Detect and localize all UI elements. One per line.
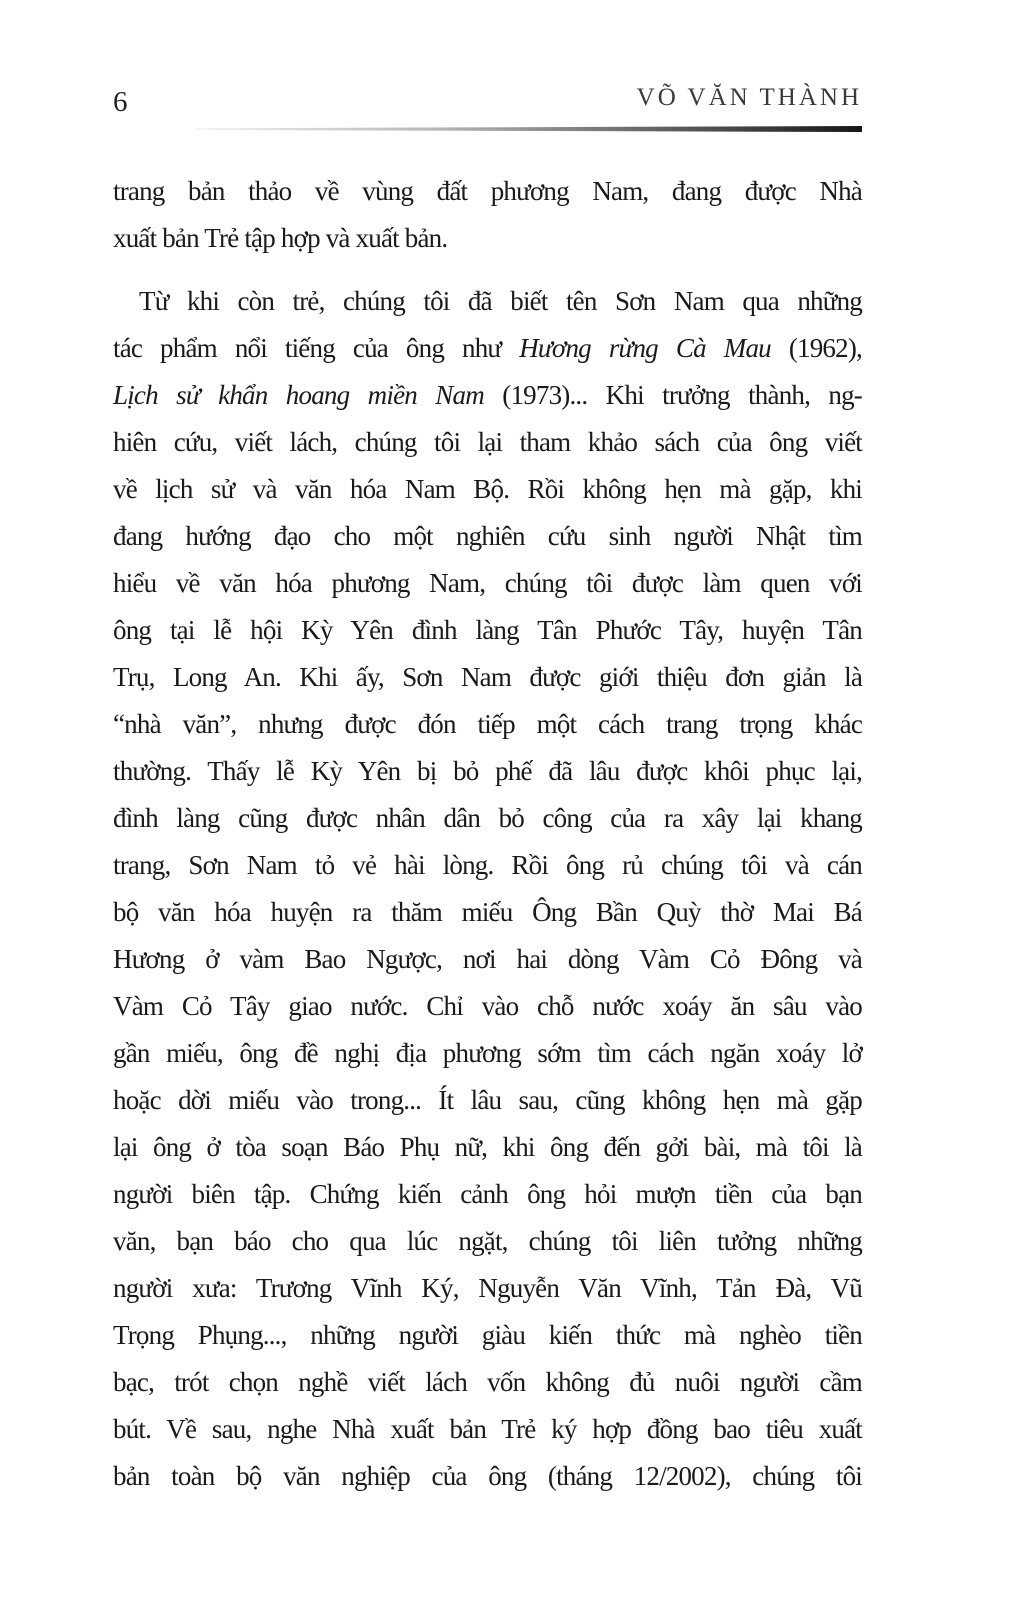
text-segment: bạc, trót chọn nghề viết lách vốn không đủ nuôi người cầm: [113, 1367, 862, 1397]
text-line: [113, 278, 862, 325]
text-line: [113, 372, 862, 419]
text-segment: Trọng Phụng..., những người giàu kiến thức mà nghèo tiền: [113, 1320, 862, 1350]
body-text: [113, 168, 862, 1516]
text-segment: tác phẩm nổi tiếng của ông như: [113, 333, 520, 363]
text-line: [113, 936, 862, 983]
text-segment: thường. Thấy lễ Kỳ Yên bị bỏ phế đã lâu được khôi phục lại,: [113, 756, 862, 786]
text-segment: gần miếu, ông đề nghị địa phương sớm tìm cách ngăn xoáy lở: [113, 1038, 862, 1068]
text-line: [113, 889, 862, 936]
text-segment: ông tại lễ hội Kỳ Yên đình làng Tân Phước Tây, huyện Tân: [113, 615, 862, 645]
paragraph: [113, 278, 862, 1500]
text-segment: lại ông ở tòa soạn Báo Phụ nữ, khi ông đến gởi bài, mà tôi là: [113, 1132, 862, 1162]
text-line: [113, 1218, 862, 1265]
text-line: [113, 983, 862, 1030]
text-segment: Vàm Cỏ Tây giao nước. Chỉ vào chỗ nước xoáy ăn sâu vào: [113, 991, 862, 1021]
text-line: [113, 654, 862, 701]
text-line: [113, 1171, 862, 1218]
text-line: [113, 701, 862, 748]
text-segment: bản toàn bộ văn nghiệp của ông (tháng 12/2002), chúng tôi: [113, 1461, 862, 1491]
text-segment: “nhà văn”, nhưng được đón tiếp một cách trang trọng khác: [113, 709, 862, 739]
text-line: [113, 419, 862, 466]
text-segment: (1962),: [770, 333, 862, 363]
text-line: [113, 560, 862, 607]
text-line: [113, 748, 862, 795]
text-segment: bút. Về sau, nghe Nhà xuất bản Trẻ ký hợp đồng bao tiêu xuất: [113, 1414, 862, 1444]
text-segment: trang, Sơn Nam tỏ vẻ hài lòng. Rồi ông rủ chúng tôi và cán: [113, 850, 862, 880]
header-rule-divider: [196, 126, 862, 132]
text-segment: Hương ở vàm Bao Ngược, nơi hai dòng Vàm Cỏ Đông và: [113, 944, 862, 974]
text-line: [113, 215, 862, 262]
text-segment: người xưa: Trương Vĩnh Ký, Nguyễn Văn Vĩnh, Tản Đà, Vũ: [113, 1273, 862, 1303]
text-line: [113, 513, 862, 560]
text-segment: hiểu về văn hóa phương Nam, chúng tôi được làm quen với: [113, 568, 862, 598]
running-header-author: VÕ VĂN THÀNH: [636, 84, 862, 111]
book-title-italic: Hương rừng Cà Mau: [519, 333, 771, 363]
text-segment: về lịch sử và văn hóa Nam Bộ. Rồi không hẹn mà gặp, khi: [113, 474, 862, 504]
text-segment: Trụ, Long An. Khi ấy, Sơn Nam được giới thiệu đơn giản là: [113, 662, 862, 692]
text-segment: Từ khi còn trẻ, chúng tôi đã biết tên Sơn Nam qua những: [139, 286, 862, 316]
text-segment: văn, bạn báo cho qua lúc ngặt, chúng tôi liên tưởng những: [113, 1226, 862, 1256]
text-segment: đang hướng đạo cho một nghiên cứu sinh người Nhật tìm: [113, 521, 862, 551]
page-number: 6: [113, 86, 128, 118]
text-line: [113, 325, 862, 372]
text-segment: trang bản thảo về vùng đất phương Nam, đang được Nhà: [113, 176, 862, 206]
text-line: [113, 466, 862, 513]
text-line: [113, 1124, 862, 1171]
text-segment: bộ văn hóa huyện ra thăm miếu Ông Bần Quỳ thờ Mai Bá: [113, 897, 862, 927]
text-line: [113, 1406, 862, 1453]
text-line: [113, 607, 862, 654]
text-segment: hiên cứu, viết lách, chúng tôi lại tham khảo sách của ông viết: [113, 427, 862, 457]
text-line: [113, 168, 862, 215]
text-line: [113, 1359, 862, 1406]
text-line: [113, 1312, 862, 1359]
text-segment: đình làng cũng được nhân dân bỏ công của ra xây lại khang: [113, 803, 862, 833]
text-line: [113, 795, 862, 842]
text-line: [113, 1265, 862, 1312]
text-line: [113, 1030, 862, 1077]
text-segment: (1973)... Khi trưởng thành, ng-: [483, 380, 862, 410]
text-segment: xuất bản Trẻ tập hợp và xuất bản.: [113, 223, 448, 253]
text-segment: người biên tập. Chứng kiến cảnh ông hỏi mượn tiền của bạn: [113, 1179, 862, 1209]
text-line: [113, 842, 862, 889]
text-segment: hoặc dời miếu vào trong... Ít lâu sau, cũng không hẹn mà gặp: [113, 1085, 862, 1115]
book-title-italic: Lịch sử khẩn hoang miền Nam: [113, 380, 484, 410]
text-line: [113, 1077, 862, 1124]
text-line: [113, 1453, 862, 1500]
paragraph: [113, 168, 862, 262]
